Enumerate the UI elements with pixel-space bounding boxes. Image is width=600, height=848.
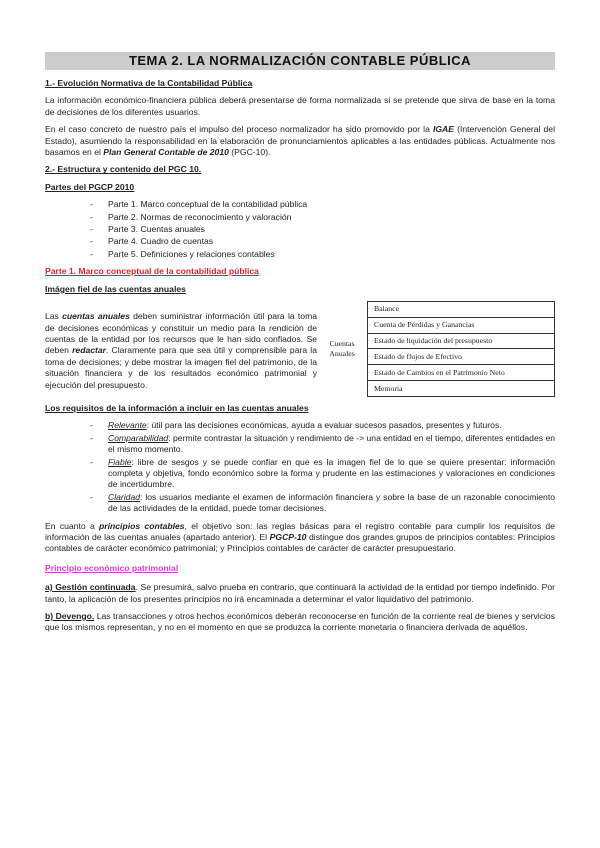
table-cell: Balance <box>368 302 555 318</box>
section-1-paragraph-1: La información económico-financiera pública deberá presentarse de forma normalizada si se pretende que sirva de base en la toma de decisiones de los diferentes usuarios. <box>45 95 555 117</box>
table-cell: Estado de Cambios en el Patrimonio Neto <box>368 365 555 381</box>
cuentas-anuales-table <box>367 301 555 397</box>
table-cell: Memoria <box>368 381 555 397</box>
redactar-term: redactar <box>72 345 106 356</box>
text: : los usuarios mediante el examen de información financiera y sobre la base de un razonable conocimiento de las actividades de la entidad, puede tomar decisiones. <box>108 491 555 514</box>
principio-heading: Principio económico patrimonial <box>45 562 179 573</box>
cuentas-term: cuentas anuales <box>62 311 130 322</box>
list-item: - Parte 2. Normas de reconocimiento y valoración <box>90 212 555 223</box>
cuentas-anuales-label: Cuentas Anuales <box>329 339 355 359</box>
term: Relevante <box>108 420 147 431</box>
requisitos-list <box>45 420 555 514</box>
cuentas-section <box>45 304 555 397</box>
text: : libre de sesgos y se puede confiar en que es la imagen fiel de lo que se quiere presentar: información completa y objetiva, fondo económico sobre la forma y prudente en las estimaciones y valoraciones en condiciones de incertidumbre. <box>108 456 555 490</box>
table-cell: Estado de liquidación del presupuesto <box>368 333 555 349</box>
devengo-paragraph <box>45 611 555 634</box>
imagen-fiel-heading: Imágen fiel de las cuentas anuales <box>45 283 186 294</box>
pgcp-term: PGCP-10 <box>269 532 307 542</box>
partes-list <box>45 199 555 260</box>
list-item: - Parte 1. Marco conceptual de la contabilidad pública <box>90 199 555 210</box>
text: En cuanto a <box>45 520 100 531</box>
term: Claridad <box>108 491 141 502</box>
text: (Intervención General del Estado), asumiendo la responsabilidad en la elaboración de pronunciamientos aplicables a las entidades públicas. Actualmente nos basamos en el <box>45 124 555 158</box>
section-1-paragraph-2 <box>45 124 555 158</box>
list-item: - Parte 4. Cuadro de cuentas <box>90 236 555 247</box>
cuentas-paragraph <box>45 311 317 391</box>
table-cell: Cuenta de Pérdidas y Ganancias <box>368 317 555 333</box>
requisitos-heading: Los requisitos de la información a incluir en las cuentas anuales <box>45 402 309 413</box>
term: Comparabilidad <box>108 432 169 443</box>
text: (PGC-10). <box>228 147 271 158</box>
igae-term: IGAE <box>432 124 454 135</box>
section-1-heading: 1.- Evolución Normativa de la Contabilidad Pública <box>45 78 253 88</box>
text: Las transacciones y otros hechos económicos deberán reconocerse en función de la corriente real de bienes y servicios que los mismos representan, y no en el momento en que se produzca la corriente monetaria o financiera derivada de aquéllos. <box>45 611 555 633</box>
cuentas-anuales-figure <box>317 301 555 397</box>
list-item <box>90 457 555 491</box>
principios-paragraph <box>45 521 555 555</box>
list-item <box>90 433 555 456</box>
text: En el caso concreto de nuestro país el impulso del proceso normalizador ha sido promovido por la <box>45 124 433 135</box>
term: b) Devengo. <box>45 611 95 622</box>
title-bar <box>45 52 555 70</box>
list-item: - Parte 5. Definiciones y relaciones contables <box>90 249 555 260</box>
partes-heading: Partes del PGCP 2010 <box>45 181 135 192</box>
term: a) Gestión continuada <box>45 582 136 593</box>
page-title: TEMA 2. LA NORMALIZACIÓN CONTABLE PÚBLICA <box>128 53 472 69</box>
parte-1-heading: Parte 1. Marco conceptual de la contabilidad pública <box>45 266 259 277</box>
text: distingue dos grandes grupos de principios contables: Principios contables de carácter económico patrimonial; y Principios contables de carácter de carácter presupuestario. <box>45 532 555 554</box>
text: : útil para las decisiones económicas, ayuda a evaluar sucesos pasados, presentes y futuros. <box>146 420 502 431</box>
gestion-paragraph <box>45 582 555 605</box>
list-item: - Parte 3. Cuentas anuales <box>90 224 555 235</box>
principios-term: principios contables <box>99 520 185 531</box>
list-item <box>90 420 555 431</box>
list-item <box>90 492 555 515</box>
text: , el objetivo son: las reglas básicas para el registro contable para cumplir los requisitos de información de las cuentas anuales (apartado anterior). El <box>45 520 555 542</box>
table-cell: Estado de flujos de Efectivo <box>368 349 555 365</box>
text: . Se presumirá, salvo prueba en contrario, que continuará la actividad de la entidad por tiempo indefinido. Por tanto, la aplicación de los presentes principios no irá encaminada a determinar el valor liquidativo del patrimonio. <box>45 582 555 604</box>
term: Fiable <box>108 456 132 467</box>
pgc-term: Plan General Contable de 2010 <box>103 147 229 158</box>
text: . Claramente para que sea útil y comprensible para la toma de decisiones; y debe mostrar la imagen fiel del patrimonio, de la situación financiera y de los resultados económico patrimonial y ejecución del presupuesto. <box>45 345 317 390</box>
text: deben suministrar información útil para la toma de decisiones económicas y constituir un medio para la rendición de cuentas de la entidad por los recursos que le han sido confiados. Se deben <box>45 311 318 356</box>
document-page <box>45 52 555 640</box>
section-2-heading: 2.- Estructura y contenido del PGC 10. <box>45 164 202 175</box>
text: Las <box>45 311 63 322</box>
text: : permite contrastar la situación y rendimiento de -> una entidad en el tiempo, diferentes entidades en el mismo momento. <box>108 432 555 455</box>
